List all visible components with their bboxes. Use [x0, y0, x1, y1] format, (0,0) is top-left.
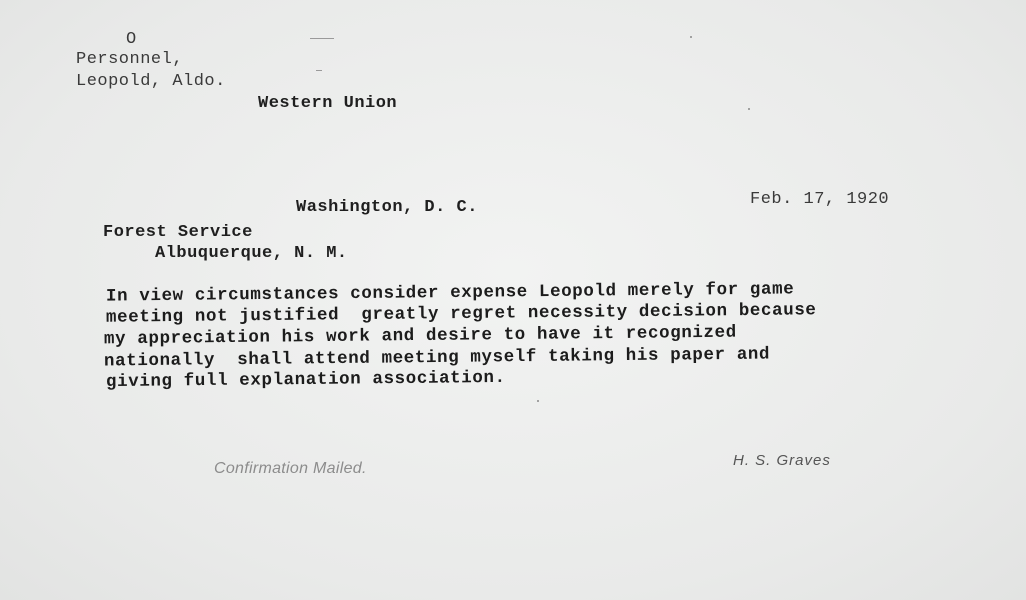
- confirmation-stamp: Confirmation Mailed.: [214, 460, 367, 477]
- file-subject: Leopold, Aldo.: [76, 72, 226, 91]
- message-line: nationally shall attend meeting myself taking his paper and: [103, 344, 771, 372]
- file-number: O: [126, 30, 137, 49]
- signature: H. S. Graves: [733, 452, 831, 469]
- telegram-date: Feb. 17, 1920: [750, 190, 890, 209]
- message-line: giving full explanation association.: [105, 367, 506, 393]
- paper-mark: [316, 70, 322, 71]
- message-line: my appreciation his work and desire to have it recognized: [103, 322, 737, 350]
- paper-mark: [310, 38, 334, 39]
- paper-speck: [537, 400, 539, 402]
- origin-city: Washington, D. C.: [296, 198, 478, 217]
- paper-speck: [748, 108, 750, 110]
- message-line: meeting not justified greatly regret necessity decision because: [105, 300, 817, 328]
- carrier-label: Western Union: [258, 94, 398, 113]
- paper-speck: [690, 36, 692, 38]
- message-line: In view circumstances consider expense Leopold merely for game: [105, 279, 795, 307]
- addressee-city: Albuquerque, N. M.: [155, 244, 348, 263]
- addressee-name: Forest Service: [103, 223, 253, 242]
- file-category: Personnel,: [76, 50, 184, 69]
